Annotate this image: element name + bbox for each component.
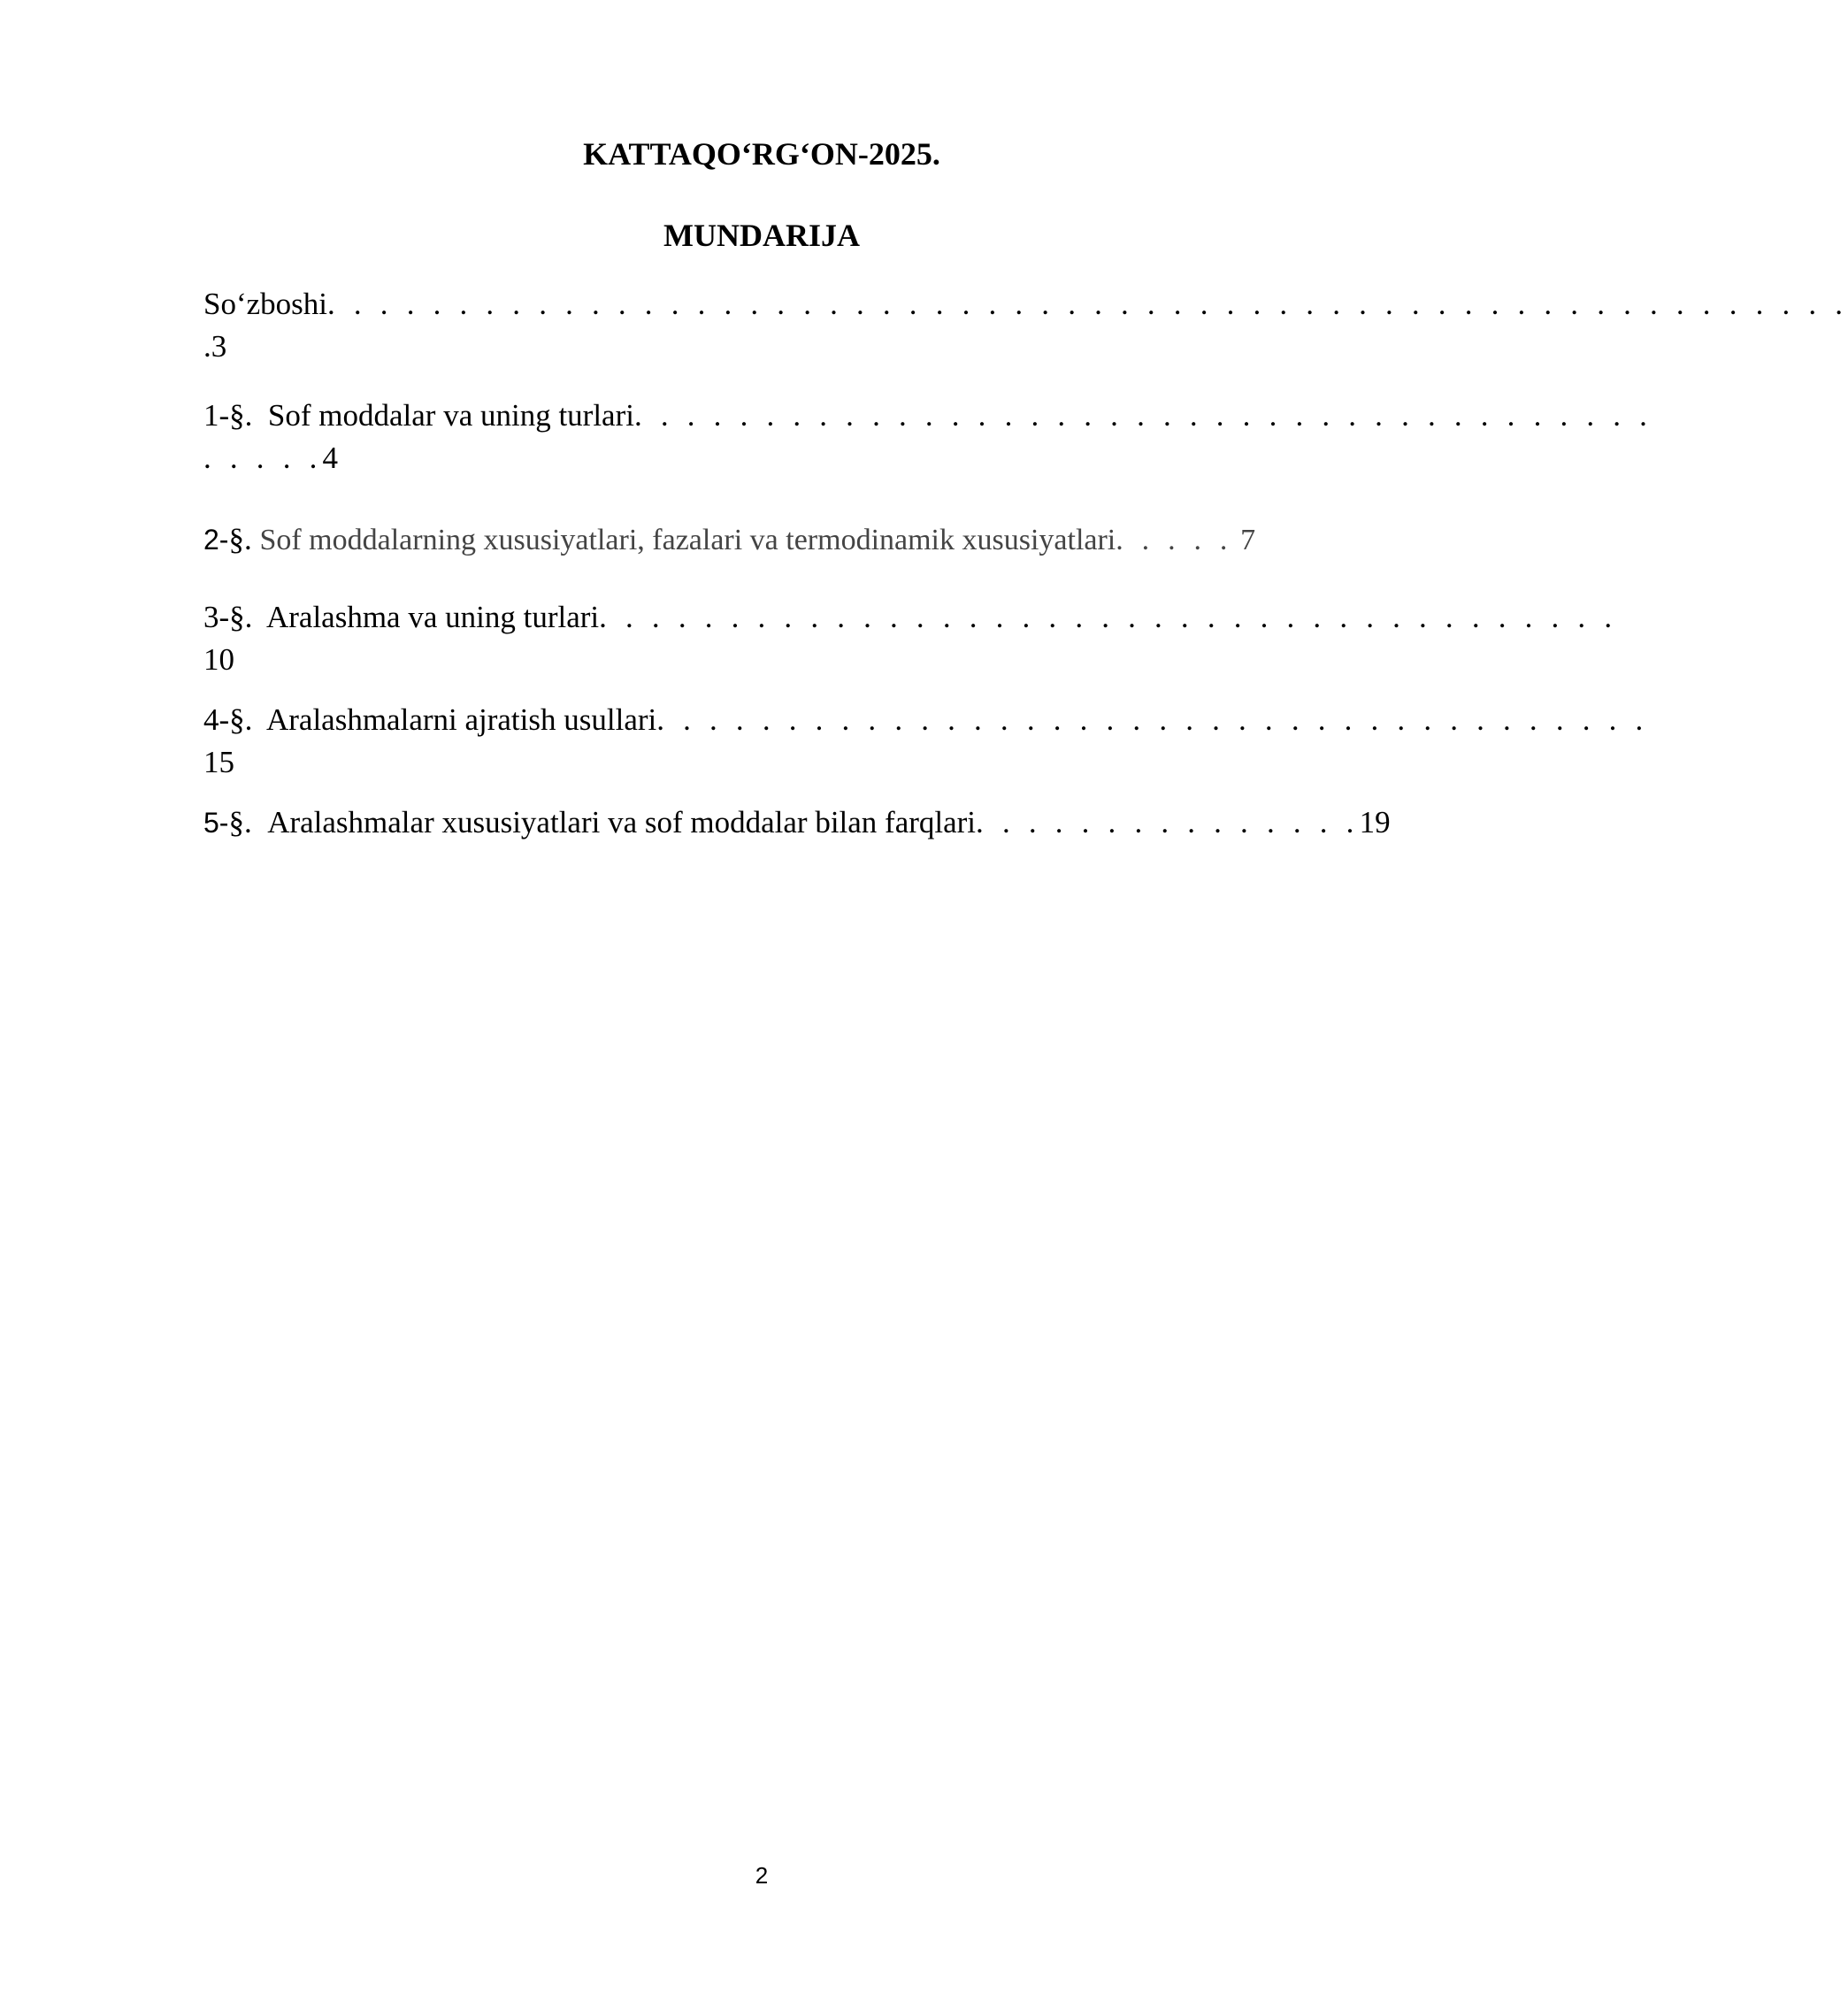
toc-entry-section-1[interactable]: [203, 395, 1653, 479]
toc-entry-page: . . . . .4: [203, 441, 344, 475]
toc-section-sign: §.: [229, 702, 253, 737]
toc-leader-dots: . . . . . . . . . . . . . . . . . . . . . . . . . . . . . . . . . . . . . . .: [599, 600, 1618, 634]
toc-entry-line-1: [203, 801, 1391, 844]
toc-entry-line-1: [203, 596, 1618, 639]
toc-entry-number: 5-: [203, 807, 229, 839]
toc-entry-line-2: [203, 741, 1318, 784]
toc-entry-page: 10: [203, 642, 234, 677]
toc-entry-section-5[interactable]: [203, 801, 1391, 844]
document-header-title: KATTAQO‘RG‘ON-2025.: [583, 136, 940, 172]
page-number: 2: [755, 1862, 769, 1889]
toc-entry-line-2: [203, 639, 1318, 681]
toc-entry-page: 15: [203, 745, 234, 779]
toc-section-sign: §.: [228, 522, 252, 556]
toc-entry-title: Aralashmalarni ajratish usullari: [265, 702, 657, 737]
toc-section-sign: §.: [229, 398, 253, 433]
toc-section-sign: §.: [228, 805, 252, 840]
toc-entry-section-4[interactable]: [203, 699, 1649, 784]
toc-heading: MUNDARIJA: [663, 218, 860, 253]
toc-leader-dots: . . . . . . . . . . . . . . . . . . . . . . . . . . . . . . . . . . . . . . .: [633, 398, 1653, 433]
toc-entry-section-2[interactable]: [203, 518, 1318, 562]
toc-leader-dots: . . . . . . . . . . . . . . . . . . . . . . . . . . . . . . . . . . . . . . . . . . . . . . . . . . . . . . . . . .: [327, 287, 1848, 321]
toc-entry-line-2: [203, 326, 1318, 368]
toc-entry-page: .3: [203, 329, 227, 364]
toc-entry-section-3[interactable]: [203, 596, 1618, 681]
toc-entry-line-1: [203, 518, 1318, 562]
toc-section-sign: §.: [229, 600, 253, 634]
toc-entry-title: Sof moddalarning xususiyatlari, fazalari va termodinamik xususiyatlari: [259, 524, 1116, 556]
toc-entry-number: 2-: [203, 524, 229, 556]
toc-entry-title: So‘zboshi: [203, 287, 327, 321]
toc-leader-dots: . . . . . . . . . . . . . . . . . . . . . . . . . . . . . . . . . . . . . .: [656, 702, 1649, 737]
toc-entry-number: 4-: [203, 702, 230, 737]
toc-entry-line-1: [203, 283, 1848, 326]
toc-entry-line-1: [203, 395, 1653, 437]
toc-entry-number: 3-: [203, 600, 230, 634]
toc-entry-title: Sof moddalar va uning turlari: [267, 398, 634, 433]
toc-entry-page: 19: [1359, 805, 1391, 840]
toc-entry-line-2: [203, 437, 1318, 479]
toc-entry-title: Aralashmalar xususiyatlari va sof moddalar bilan farqlari: [267, 805, 977, 840]
toc-entry-preface[interactable]: [203, 283, 1848, 368]
toc-entry-line-1: [203, 699, 1649, 741]
toc-leader-dots: . . . . . . . . . . . . . . .: [976, 805, 1360, 840]
toc-entry-number: 1-: [203, 398, 230, 433]
toc-leader-dots: . . . . .: [1116, 524, 1233, 556]
toc-entry-page: 7: [1240, 524, 1256, 556]
toc-entry-title: Aralashma va uning turlari: [265, 600, 600, 634]
